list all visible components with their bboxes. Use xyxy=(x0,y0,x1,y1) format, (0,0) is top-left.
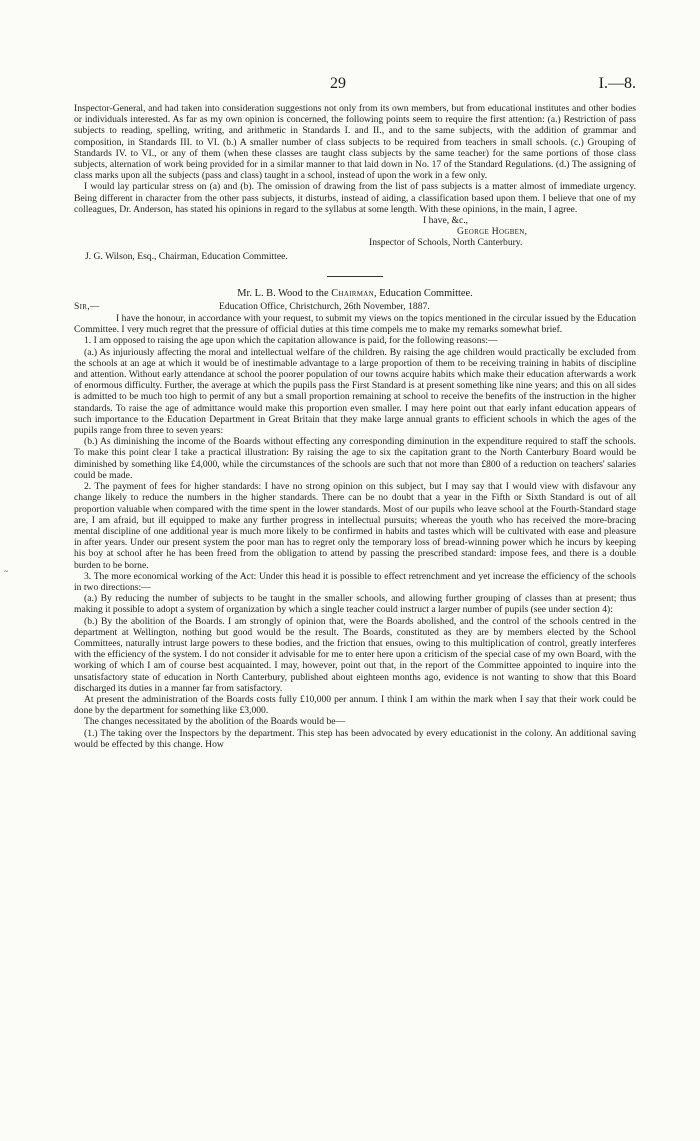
page-body xyxy=(74,103,636,750)
letter2-paragraph-3b: (b.) By the abolition of the Boards. I am strongly of opinion that, were the Boards abolished, and the control of the schools centred in the department at Wellington, nothing but good would be the result. The Boards, constituted as they are by members elected by the School Committees, naturally intrust large powers to these bodies, and the friction that ensues, owing to this multiplication of control, greatly interferes with the efficiency of the system. I do not consider it advisable for me to enter here upon a criticism of the special case of my own Board, with the working of which I am of course best acquainted. I may, however, point out that, in the report of the Committee appointed to inquire into the unsatisfactory state of education in North Canterbury, published about eighteen months ago, evidence is not wanting to show that this Board discharged its duties in a manner far from satisfactory. xyxy=(74,615,636,694)
letter2-dateline: Education Office, Christchurch, 26th November, 1887. xyxy=(219,301,430,313)
document-reference: I.—8. xyxy=(598,75,636,92)
letter2-paragraph-changes: The changes necessitated by the abolition of the Boards would be— xyxy=(84,716,346,728)
letter2-heading-line xyxy=(74,301,636,313)
letter1-closing: I have, &c., xyxy=(423,215,469,227)
letter1-paragraph-2: I would lay particular stress on (a) and (b). The omission of drawing from the list of pass subjects is a matter almost of immediate urgency. Being different in character from the other pass subjects, it disturbs, instead of aiding, a classification based upon them. I believe that one of my colleagues, Dr. Anderson, has stated his opinions in regard to the syllabus at some length. With these opinions, in the main, I agree. xyxy=(74,181,636,215)
letter2-paragraph-1a: (a.) As injuriously affecting the moral and intellectual welfare of the children. By raising the age children would practically be excluded from the schools at an age at which it would be of inestimable advantage to a large proportion of them to be receiving training in habits of discipline and attention. Without early attendance at school the poorer population of our towns acquire habits which make their education afterwards a work of enormous difficulty. Further, the average at which the pupils pass the First Standard is at present something like nine years; and this on all sides is admitted to be much too high to permit of any but a small proportion remaining at school to receive the benefits of the instruction in the higher standards. To raise the age of admittance would make this proportion even smaller. I may here point out that early infant education appears of such importance to the Education Department in Great Britain that they make large annual grants to efficient schools in which the ages of the pupils range from three to seven years: xyxy=(74,346,636,437)
margin-mark: ~ xyxy=(4,567,9,576)
letter2-paragraph-1: 1. I am opposed to raising the age upon which the capitation allowance is paid, for the following reasons:— xyxy=(84,335,498,347)
letter2-paragraph-1b: (b.) As diminishing the income of the Boards without effecting any corresponding diminution in the expenditure required to staff the schools. To make this point clear I take a practical illustration: By raising the age to six the capitation grant to the North Canterbury Board would be diminished by something like £4,000, while the circumstances of the schools are such that not more than £800 of a reduction on teachers' salaries could be made. xyxy=(74,436,636,481)
letter2-salutation: Sir,— xyxy=(74,301,100,313)
letter2-paragraph-2: 2. The payment of fees for higher standards: I have no strong opinion on this subject, but I may say that I would view with disfavour any change likely to reduce the numbers in the higher standards. There can be no doubt that a year in the Fifth or Sixth Standard is out of all proportion valuable when compared with the time spent in the lower standards. Most of our pupils who leave school at the Fourth-Standard stage are, I am afraid, but ill equipped to make any further progress in intellectual pursuits; whereas the youth who has received the more-bracing mental discipline of one additional year is much more likely to be confirmed in habits and tastes which will be cultivated with ease and pleasure in after years. Under our present system the poor man has to regret only the temporary loss of bread-winning power which he incurs by keeping his boy at school after he has been freed from the obligation to attend by passing the prescribed standard: impose fees, and there is a double burden to be borne. xyxy=(74,481,636,571)
letter2-title xyxy=(74,288,636,299)
page-header xyxy=(0,75,700,98)
letter1-signatory: George Hogben, xyxy=(457,226,528,238)
letter1-paragraph-1: Inspector-General, and had taken into consideration suggestions not only from its own members, but from educational institutes and other bodies or individuals interested. As far as my own opinion is concerned, the following points seem to require the first attention: (a.) Restriction of pass subjects to reading, spelling, writing, and arithmetic in Standards I. and II., and to the same subjects, with the addition of grammar and composition, in Standards III. to VI. (b.) A smaller number of class subjects to be required from teachers in small schools. (c.) Grouping of Standards IV. to VI., or any of them (when these classes are taught class subjects by the same teacher) for the same portions of those class subjects, alternation of work being provided for in a similar manner to that laid down in No. 17 of the Standard Regulations. (d.) The assigning of class marks upon all the subjects (pass and class) taught in a school, instead of upon the work in a few only. xyxy=(74,103,636,182)
letter2-paragraph-3a: (a.) By reducing the number of subjects to be taught in the smaller schools, and allowing further grouping of classes than at present; thus making it possible to adopt a system of organization by which a single teacher could instruct a larger number of pupils (see under section 4): xyxy=(74,593,636,616)
page-number: 29 xyxy=(330,75,346,92)
section-divider xyxy=(327,276,383,277)
letter2-paragraph-change-1: (1.) The taking over the Inspectors by the department. This step has been advocated by every educationist in the colony. An additional saving would be effected by this change. How xyxy=(74,727,636,750)
letter1-signatory-title: Inspector of Schools, North Canterbury. xyxy=(369,237,523,249)
letter2-title-prefix: Mr. L. B. Wood to the xyxy=(237,287,329,299)
letter2-paragraph-3: 3. The more economical working of the Act: Under this head it is possible to effect retrenchment and yet increase the efficiency of the schools in two directions:— xyxy=(74,570,636,593)
letter2-title-suffix: , Education Committee. xyxy=(374,287,473,299)
letter2-paragraph-cost: At present the administration of the Boards costs fully £10,000 per annum. I think I am within the mark when I say that their work could be done by the department for something like £3,000. xyxy=(74,693,636,717)
letter1-addressee: J. G. Wilson, Esq., Chairman, Education Committee. xyxy=(85,250,288,262)
letter2-paragraph-intro: I have the honour, in accordance with your request, to submit my views on the topics mentioned in the circular issued by the Education Committee. I very much regret that the pressure of official duties at this time compels me to make my remarks somewhat brief. xyxy=(74,313,636,336)
letter2-title-chairman: Chairman xyxy=(331,287,375,299)
